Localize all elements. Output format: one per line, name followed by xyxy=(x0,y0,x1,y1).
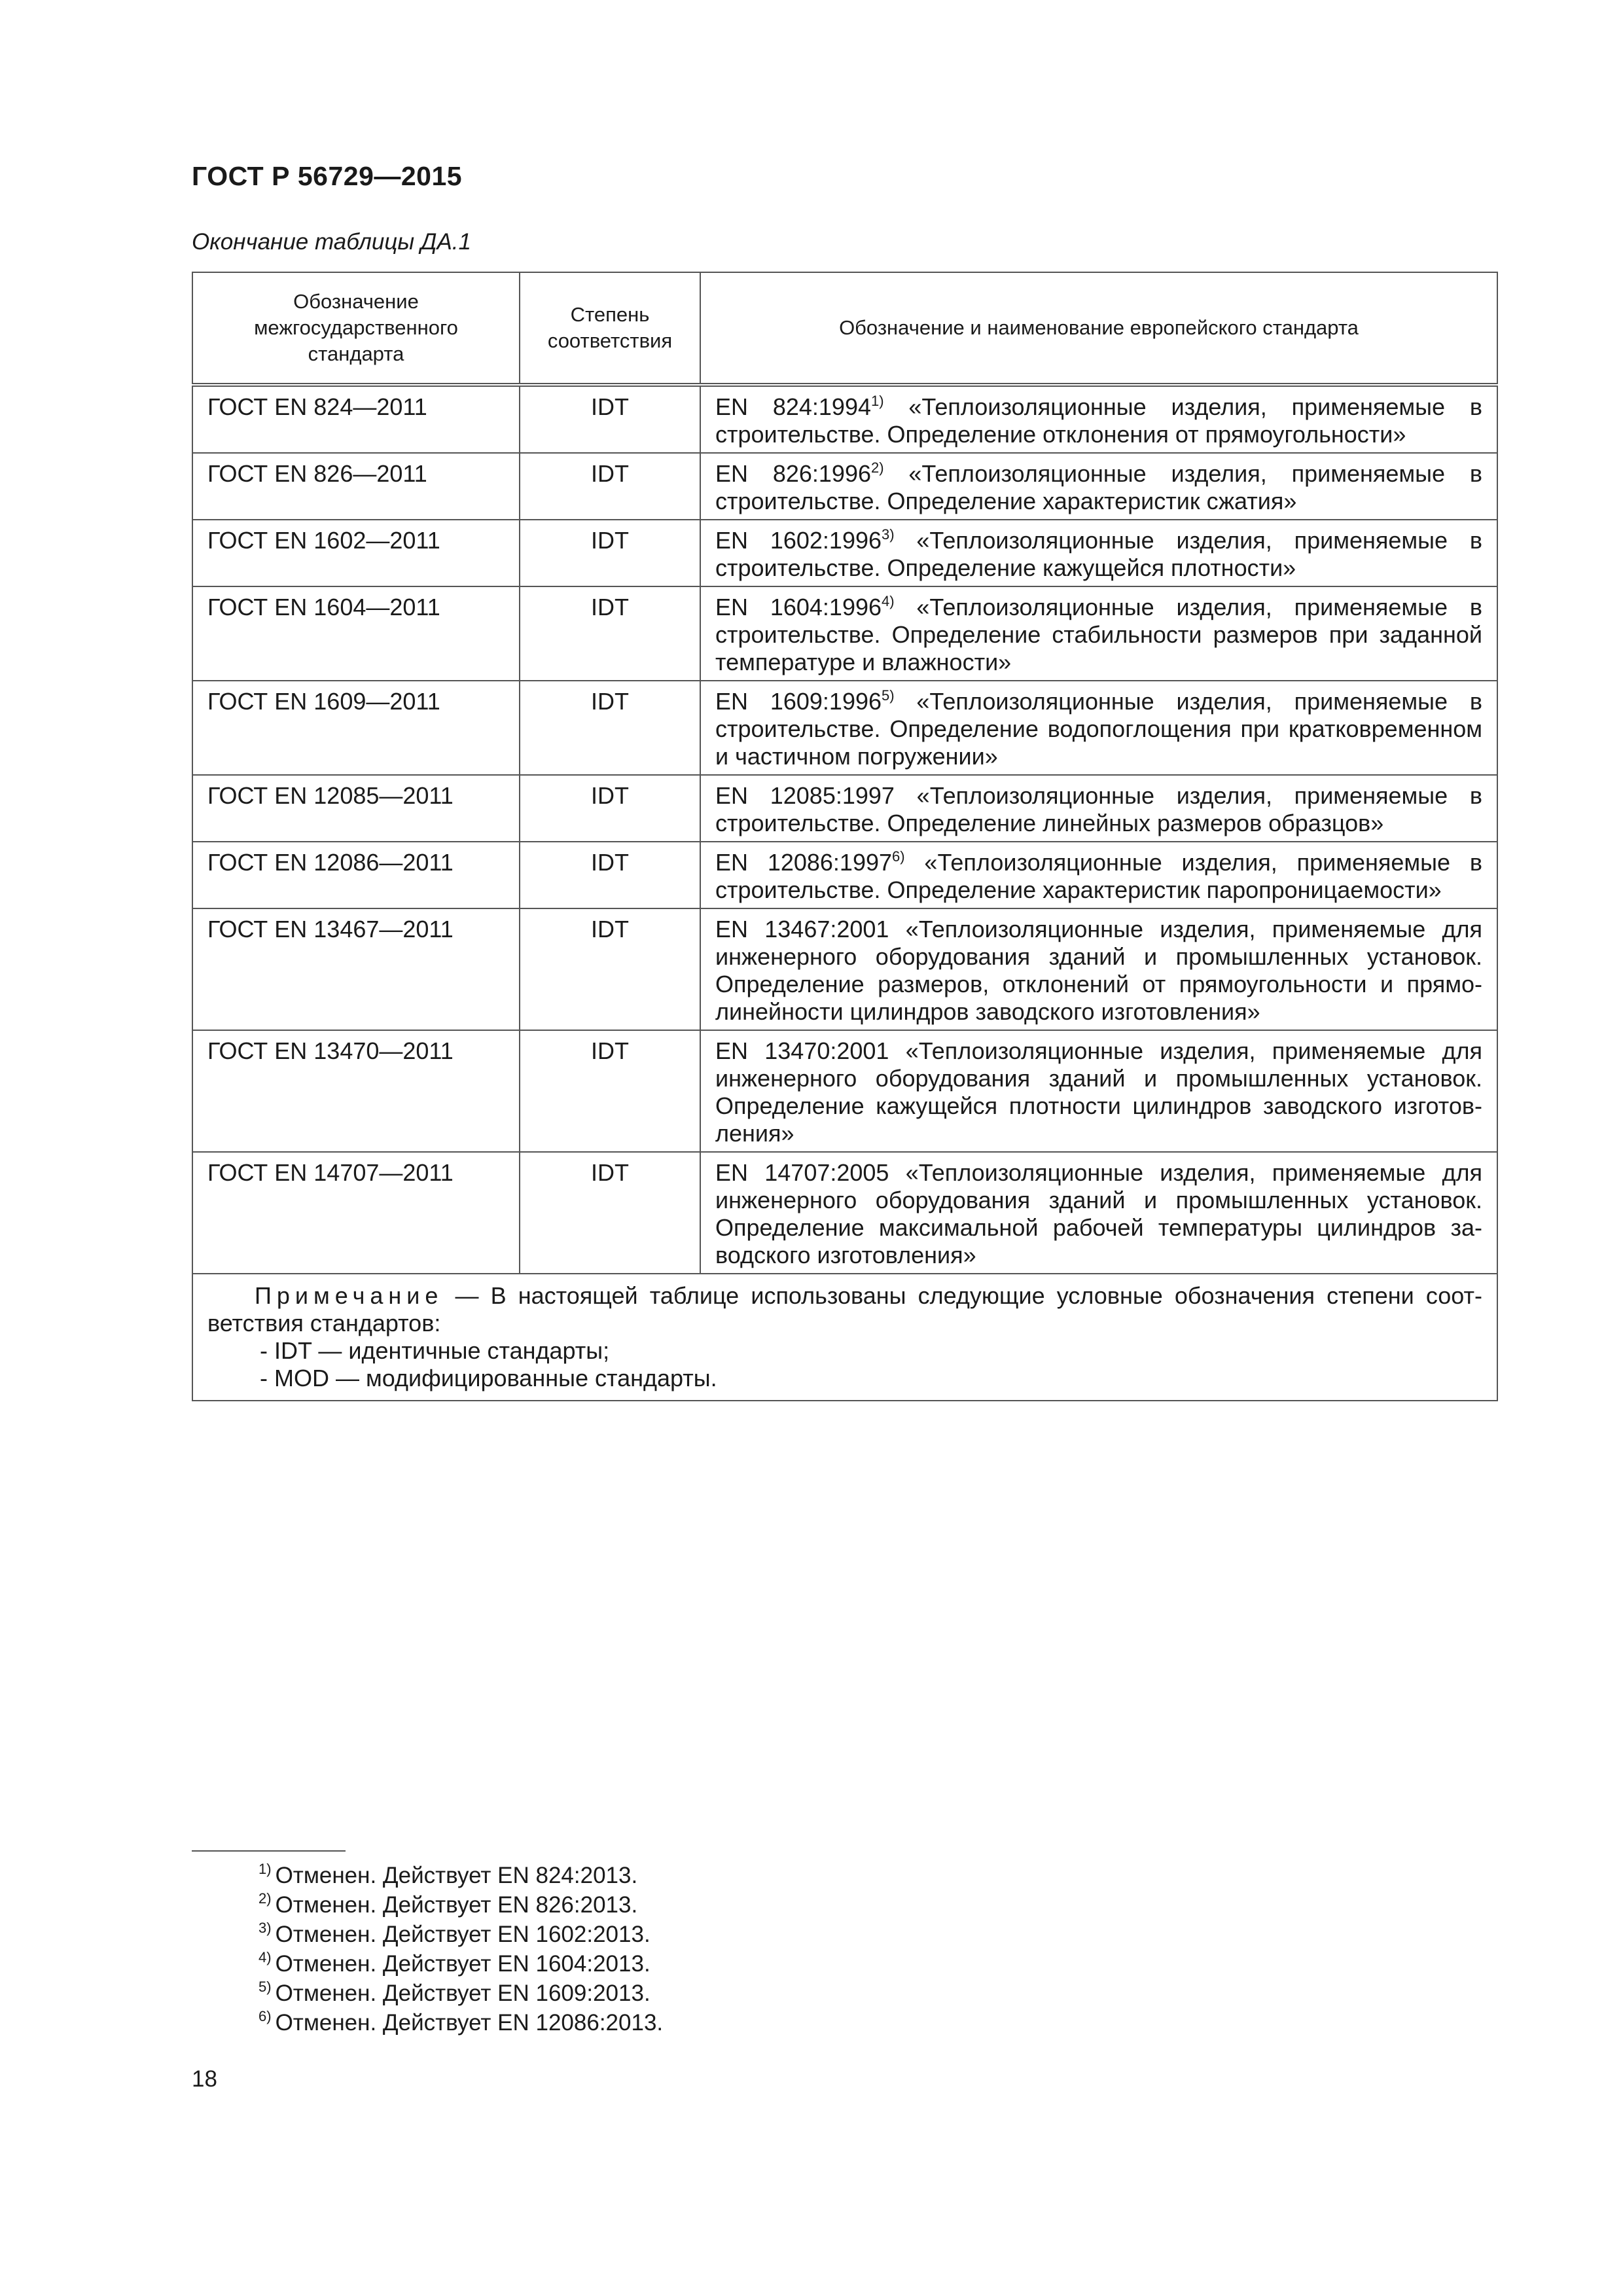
footnote-mark: 5) xyxy=(259,1979,272,1995)
degree-cell: IDT xyxy=(520,1030,700,1152)
gost-cell: ГОСТ EN 12085—2011 xyxy=(192,775,520,842)
en-code: EN 13470:2001 xyxy=(715,1037,889,1064)
description-cell xyxy=(700,775,1497,842)
footnote-mark: 6) xyxy=(259,2008,272,2024)
en-title: «Теплоизоляционные изделия, применяемые в строительстве. Определение отклонения от прямоугольности» xyxy=(715,393,1482,448)
footnote-item xyxy=(259,1979,663,2008)
note-item-mod: - MOD — модифицированные стандарты. xyxy=(260,1365,717,1391)
table-row xyxy=(192,1030,1497,1152)
footnote-text: Отменен. Действует EN 824:2013. xyxy=(275,1863,638,1888)
column-header-european-standard: Обозначение и наименование европейского стандарта xyxy=(700,272,1497,385)
footnote-ref: 4) xyxy=(882,593,895,609)
table-note-row xyxy=(192,1274,1497,1401)
table-row xyxy=(192,453,1497,520)
en-code: EN 12085:1997 xyxy=(715,782,895,809)
gost-cell: ГОСТ EN 1609—2011 xyxy=(192,681,520,775)
en-title: «Теплоизоляционные изделия, применяемые для инженерного оборудования зданий и промышленных установок. Определение размеров, отклонений от прямоугольности и прямолинейности цилиндров заводского изготовления» xyxy=(715,916,1482,1025)
note-item-idt: - IDT — идентичные стандарты; xyxy=(260,1337,610,1364)
en-title: «Теплоизоляционные изделия, применяемые в строительстве. Определение характеристик сжатия» xyxy=(715,460,1482,514)
description-cell xyxy=(700,681,1497,775)
gost-cell: ГОСТ EN 826—2011 xyxy=(192,453,520,520)
column-header-degree: Степень соответствия xyxy=(520,272,700,385)
footnote-ref: 6) xyxy=(892,848,905,865)
table-row xyxy=(192,775,1497,842)
gost-cell: ГОСТ EN 13467—2011 xyxy=(192,908,520,1030)
en-code: EN 13467:2001 xyxy=(715,916,889,942)
table-row xyxy=(192,586,1497,681)
footnote-item xyxy=(259,1861,663,1890)
page-number: 18 xyxy=(192,2066,217,2092)
description-cell xyxy=(700,520,1497,586)
table-row xyxy=(192,908,1497,1030)
degree-cell: IDT xyxy=(520,1152,700,1274)
degree-cell: IDT xyxy=(520,908,700,1030)
description-cell xyxy=(700,1030,1497,1152)
footnote-mark: 3) xyxy=(259,1920,272,1936)
description-cell xyxy=(700,842,1497,908)
en-title: «Теплоизоляционные изделия, применяемые в строительстве. Определение стабильности размеров при заданной температуре и влажности» xyxy=(715,594,1482,675)
gost-cell: ГОСТ EN 13470—2011 xyxy=(192,1030,520,1152)
standards-table xyxy=(192,272,1498,1401)
table-row xyxy=(192,842,1497,908)
gost-cell: ГОСТ EN 824—2011 xyxy=(192,385,520,453)
footnote-text: Отменен. Действует EN 1604:2013. xyxy=(275,1951,651,1977)
note-label: Примечание xyxy=(255,1282,444,1309)
gost-cell: ГОСТ EN 1604—2011 xyxy=(192,586,520,681)
en-title: «Теплоизоляционные изделия, применяемые в строительстве. Определение характеристик паропроницаемости» xyxy=(715,849,1482,903)
footnote-mark: 1) xyxy=(259,1861,272,1877)
degree-cell: IDT xyxy=(520,586,700,681)
table-header-row xyxy=(192,272,1497,385)
description-cell xyxy=(700,385,1497,453)
gost-cell: ГОСТ EN 1602—2011 xyxy=(192,520,520,586)
footnote-item xyxy=(259,2008,663,2037)
description-cell xyxy=(700,908,1497,1030)
footnote-mark: 4) xyxy=(259,1949,272,1965)
footnote-item xyxy=(259,1949,663,1979)
degree-cell: IDT xyxy=(520,775,700,842)
footnote-mark: 2) xyxy=(259,1890,272,1907)
description-cell xyxy=(700,1152,1497,1274)
degree-cell: IDT xyxy=(520,453,700,520)
footnote-text: Отменен. Действует EN 1602:2013. xyxy=(275,1922,651,1947)
en-code: EN 1604:1996 xyxy=(715,594,882,620)
gost-cell: ГОСТ EN 14707—2011 xyxy=(192,1152,520,1274)
note-text: — В настоящей таблице использованы следующие условные обозначения степени соответствия стандартов: xyxy=(207,1282,1482,1336)
en-code: EN 826:1996 xyxy=(715,460,871,487)
degree-cell: IDT xyxy=(520,681,700,775)
table-note xyxy=(192,1274,1497,1401)
note-paragraph xyxy=(207,1282,1482,1337)
en-code: EN 12086:1997 xyxy=(715,849,893,876)
table-row xyxy=(192,681,1497,775)
table-row xyxy=(192,1152,1497,1274)
description-cell xyxy=(700,453,1497,520)
en-code: EN 1609:1996 xyxy=(715,688,882,715)
en-title: «Теплоизоляционные изделия, применяемые в строительстве. Определение кажущейся плотности» xyxy=(715,527,1482,581)
footnote-ref: 5) xyxy=(882,687,895,704)
table-row xyxy=(192,520,1497,586)
description-cell xyxy=(700,586,1497,681)
degree-cell: IDT xyxy=(520,842,700,908)
footnote-item xyxy=(259,1920,663,1949)
footnote-text: Отменен. Действует EN 826:2013. xyxy=(275,1892,638,1918)
footnote-text: Отменен. Действует EN 12086:2013. xyxy=(275,2010,664,2036)
footnote-item xyxy=(259,1890,663,1920)
table-row xyxy=(192,385,1497,453)
en-title: «Теплоизоляционные изделия, применяемые для инженерного оборудования зданий и промышленных установок. Определение максимальной рабочей температуры цилиндров заводского изготовления» xyxy=(715,1159,1482,1268)
footnotes xyxy=(259,1861,663,2037)
footnote-separator xyxy=(192,1850,346,1852)
footnote-ref: 3) xyxy=(882,526,895,543)
gost-cell: ГОСТ EN 12086—2011 xyxy=(192,842,520,908)
en-code: EN 14707:2005 xyxy=(715,1159,889,1186)
column-header-interstate-standard: Обозначение межгосударственного стандарта xyxy=(192,272,520,385)
footnote-ref: 1) xyxy=(871,393,884,409)
document-code: ГОСТ Р 56729—2015 xyxy=(192,161,463,191)
degree-cell: IDT xyxy=(520,520,700,586)
en-code: EN 1602:1996 xyxy=(715,527,882,554)
footnote-text: Отменен. Действует EN 1609:2013. xyxy=(275,1981,651,2006)
footnote-ref: 2) xyxy=(871,459,884,476)
en-title: «Теплоизоляционные изделия, применяемые в строительстве. Определение линейных размеров образцов» xyxy=(715,782,1482,836)
en-code: EN 824:1994 xyxy=(715,393,871,420)
table-caption: Окончание таблицы ДА.1 xyxy=(192,229,471,255)
en-title: «Теплоизоляционные изделия, применяемые в строительстве. Определение водопоглощения при кратковременном и частичном погружении» xyxy=(715,688,1482,770)
en-title: «Теплоизоляционные изделия, применяемые для инженерного оборудования зданий и промышленных установок. Определение кажущейся плотности цилиндров заводского изготовления» xyxy=(715,1037,1482,1147)
degree-cell: IDT xyxy=(520,385,700,453)
